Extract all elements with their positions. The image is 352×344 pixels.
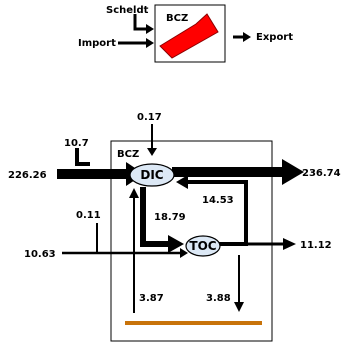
dic-export-value: 236.74 <box>302 168 341 179</box>
toc-to-sediment-arrowhead <box>234 302 244 312</box>
dic-pool-label: DIC <box>140 168 164 182</box>
dic-to-toc-value: 18.79 <box>154 212 186 223</box>
legend-export-label: Export <box>256 32 294 43</box>
toc-export-arrowhead <box>283 238 296 250</box>
legend-import-arrowhead-icon <box>146 38 154 48</box>
toc-to-dic-value: 14.53 <box>202 195 234 206</box>
top-input-value: 0.17 <box>137 112 162 123</box>
flux-box <box>8 112 341 341</box>
dic-import-value: 226.26 <box>8 170 47 181</box>
legend-import-label: Import <box>78 38 116 49</box>
legend-export-arrowhead-icon <box>243 32 251 42</box>
scheldt-input-arrow <box>77 148 90 164</box>
sediment-to-dic-arrowhead <box>129 188 139 198</box>
toc-to-dic-arrow <box>187 182 246 244</box>
legend-source-label: Scheldt <box>106 5 149 16</box>
scheldt-toc-value: 0.11 <box>76 210 101 221</box>
sediment-to-dic-value: 3.87 <box>139 293 164 304</box>
toc-pool-label: TOC <box>189 239 217 253</box>
dic-export-arrowhead <box>282 159 304 185</box>
toc-to-sediment-value: 3.88 <box>206 293 231 304</box>
toc-import-value: 10.63 <box>24 249 56 260</box>
toc-export-value: 11.12 <box>300 240 332 251</box>
top-input-arrowhead <box>147 148 157 156</box>
legend-source-arrowhead-icon <box>146 24 154 34</box>
toc-to-dic-arrowhead <box>176 175 188 189</box>
legend-box-label: BCZ <box>166 13 189 24</box>
bcz-box-label: BCZ <box>117 149 140 160</box>
scheldt-input-value: 10.7 <box>64 138 89 149</box>
legend <box>78 5 293 62</box>
